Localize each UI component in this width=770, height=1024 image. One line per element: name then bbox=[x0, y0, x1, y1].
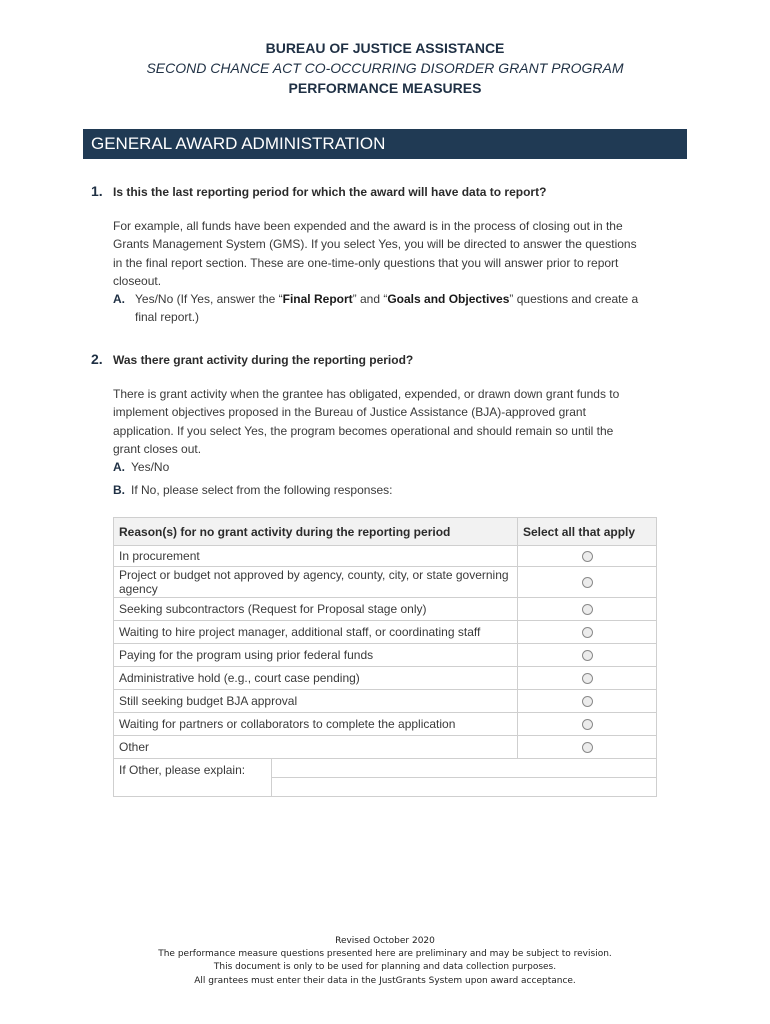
option-text: Yes/No (If Yes, answer the “Final Report” and “Goals and Objectives” questions and create a final report.) bbox=[135, 292, 639, 325]
reasons-table bbox=[113, 517, 657, 797]
radio-button[interactable] bbox=[582, 577, 593, 588]
radio-cell bbox=[518, 598, 657, 621]
other-explain-row bbox=[114, 759, 657, 797]
agency-title: BUREAU OF JUSTICE ASSISTANCE bbox=[265, 40, 505, 56]
other-explain-input[interactable] bbox=[272, 778, 656, 796]
table-row bbox=[114, 667, 657, 690]
table-row bbox=[114, 690, 657, 713]
option-text: Yes/No bbox=[131, 460, 170, 474]
radio-cell bbox=[518, 567, 657, 598]
radio-button[interactable] bbox=[582, 627, 593, 638]
document-header bbox=[0, 38, 770, 98]
revision-date: Revised October 2020 bbox=[335, 936, 435, 946]
radio-button[interactable] bbox=[582, 650, 593, 661]
other-explain-input[interactable] bbox=[272, 759, 656, 778]
radio-cell bbox=[518, 546, 657, 567]
question-number: 2. bbox=[91, 351, 103, 367]
radio-button[interactable] bbox=[582, 673, 593, 684]
other-explain-label: If Other, please explain: bbox=[114, 759, 272, 796]
reason-cell: Administrative hold (e.g., court case pending) bbox=[114, 667, 518, 690]
radio-cell bbox=[518, 736, 657, 759]
table-row bbox=[114, 713, 657, 736]
question-description: For example, all funds have been expended and the award is in the process of closing out in the Grants Management System (GMS). If you select Yes, you will be directed to answer the questions in the final report section. These are one-time-only questions that you will answer prior to report closeout. bbox=[113, 219, 637, 289]
radio-cell bbox=[518, 621, 657, 644]
final-report-term: Final Report bbox=[282, 292, 353, 306]
footer-disclaimer: The performance measure questions presented here are preliminary and may be subject to revision. bbox=[158, 949, 612, 960]
table-row bbox=[114, 736, 657, 759]
program-title: SECOND CHANCE ACT CO-OCCURRING DISORDER GRANT PROGRAM bbox=[146, 60, 624, 76]
table-header-row bbox=[114, 518, 657, 546]
radio-button[interactable] bbox=[582, 604, 593, 615]
select-column-header: Select all that apply bbox=[518, 518, 657, 546]
reason-cell: Waiting for partners or collaborators to complete the application bbox=[114, 713, 518, 736]
reason-cell: Waiting to hire project manager, additional staff, or coordinating staff bbox=[114, 621, 518, 644]
table-row bbox=[114, 621, 657, 644]
footer-instruction: All grantees must enter their data in the JustGrants System upon award acceptance. bbox=[194, 975, 576, 986]
radio-cell bbox=[518, 644, 657, 667]
reason-cell: Project or budget not approved by agency, county, city, or state governing agency bbox=[114, 567, 518, 598]
option-b bbox=[113, 481, 643, 499]
radio-cell bbox=[518, 713, 657, 736]
question-number: 1. bbox=[91, 183, 103, 199]
goals-objectives-term: Goals and Objectives bbox=[387, 292, 510, 306]
radio-cell bbox=[518, 690, 657, 713]
radio-button[interactable] bbox=[582, 742, 593, 753]
question-description: There is grant activity when the grantee has obligated, expended, or drawn down grant funds to implement objectives proposed in the Bureau of Justice Assistance (BJA)-approved grant application. If you select Yes, the program becomes operational and should remain so until the grant closes out. bbox=[113, 387, 620, 457]
question-title: Was there grant activity during the reporting period? bbox=[113, 353, 414, 367]
reason-cell: Other bbox=[114, 736, 518, 759]
radio-button[interactable] bbox=[582, 696, 593, 707]
footer-purpose: This document is only to be used for planning and data collection purposes. bbox=[213, 962, 557, 973]
option-a bbox=[113, 290, 643, 327]
section-banner: GENERAL AWARD ADMINISTRATION bbox=[83, 129, 687, 159]
document-footer bbox=[0, 935, 770, 988]
option-text: If No, please select from the following responses: bbox=[131, 483, 393, 497]
option-letter: B. bbox=[113, 483, 125, 497]
table-row bbox=[114, 546, 657, 567]
question-title: Is this the last reporting period for which the award will have data to report? bbox=[113, 185, 547, 199]
option-letter: A. bbox=[113, 460, 125, 474]
radio-cell bbox=[518, 667, 657, 690]
table-row bbox=[114, 644, 657, 667]
other-explain-inputs bbox=[272, 759, 656, 796]
option-letter: A. bbox=[113, 292, 125, 306]
table-row bbox=[114, 567, 657, 598]
reason-cell: Paying for the program using prior federal funds bbox=[114, 644, 518, 667]
reason-cell: In procurement bbox=[114, 546, 518, 567]
option-a bbox=[113, 458, 643, 476]
reason-column-header: Reason(s) for no grant activity during the reporting period bbox=[114, 518, 518, 546]
reason-cell: Still seeking budget BJA approval bbox=[114, 690, 518, 713]
radio-button[interactable] bbox=[582, 719, 593, 730]
document-title: PERFORMANCE MEASURES bbox=[288, 80, 482, 96]
reason-cell: Seeking subcontractors (Request for Proposal stage only) bbox=[114, 598, 518, 621]
other-explain-cell bbox=[114, 759, 657, 797]
table-row bbox=[114, 598, 657, 621]
radio-button[interactable] bbox=[582, 551, 593, 562]
